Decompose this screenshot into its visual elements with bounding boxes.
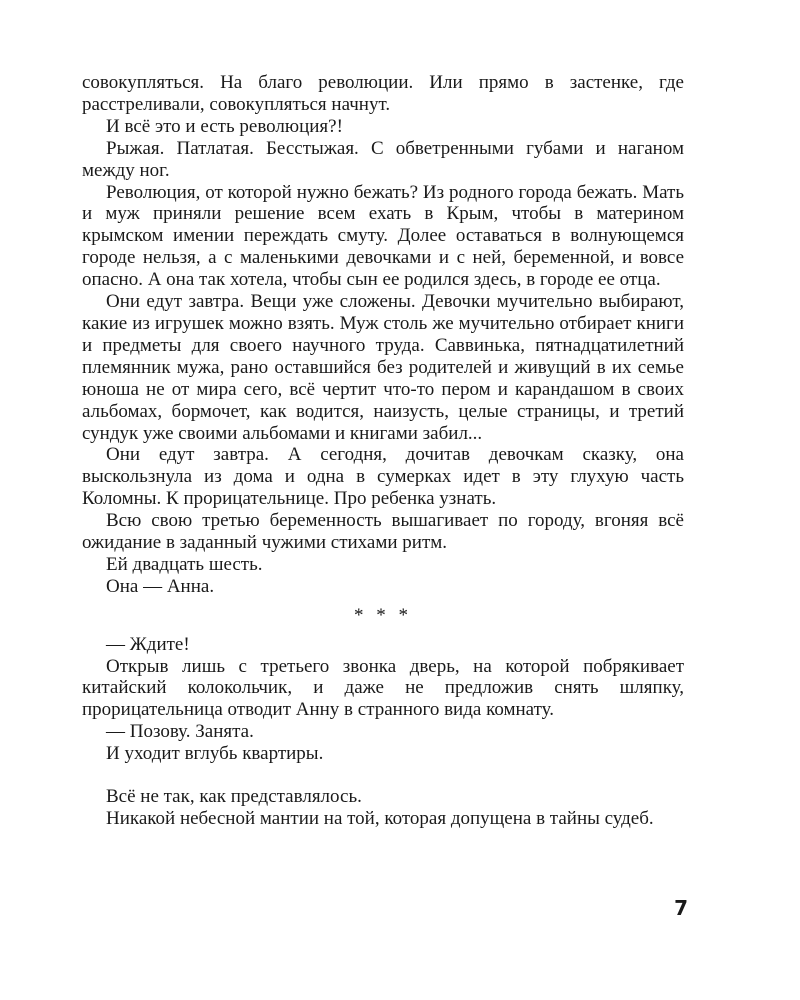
- section-separator: * * *: [354, 604, 412, 626]
- paragraph: Они едут завтра. Вещи уже сложены. Девочки мучительно выбирают, какие из игрушек можно взять. Муж столь же мучительно отбирает книги и предметы для своего научного труда. Саввинька, пятнадцатилетний племянник мужа, рано оставшийся без родителей и живущий в их семье юноша не от мира сего, всё чертит что-то пером и карандашом в своих альбомах, бормочет, как водится, наизусть, целые страницы, и третий сундук уже своими альбомами и книгами забил...: [82, 291, 684, 444]
- paragraph: Всё не так, как представлялось.: [106, 786, 362, 808]
- paragraph: Никакой небесной мантии на той, которая допущена в тайны судеб.: [106, 808, 654, 829]
- paragraph: Революция, от которой нужно бежать? Из родного города бежать. Мать и муж приняли решение всем ехать в Крым, чтобы в материном крымском имении переждать смуту. Долее оставаться в волнующемся городе нельзя, а с маленькими девочками и с ней, беременной, и вовсе опасно. А она так хотела, чтобы сын ее родился здесь, в городе ее отца.: [82, 181, 684, 291]
- paragraph: Открыв лишь с третьего звонка дверь, на которой побрякивает китайский колокольчик, и даже не предложив снять шляпку, прорицательница отводит Анну в странного вида комнату.: [82, 655, 684, 721]
- body-text: [82, 72, 684, 830]
- page-number: 7: [674, 896, 688, 920]
- paragraph: Рыжая. Патлатая. Бесстыжая. С обветренными губами и наганом между ног.: [82, 137, 684, 181]
- paragraph: Она — Анна.: [106, 575, 215, 597]
- paragraph: И уходит вглубь квартиры.: [106, 743, 324, 765]
- paragraph: — Ждите!: [106, 633, 190, 655]
- paragraph: Всю свою третью беременность вышагивает по городу, вгоняя всё ожидание в заданный чужими стихами ритм.: [82, 510, 684, 554]
- paragraph: И всё это и есть революция?!: [106, 115, 343, 137]
- paragraph: — Позову. Занята.: [106, 721, 254, 743]
- paragraph: Они едут завтра. А сегодня, дочитав девочкам сказку, она выскользнула из дома и одна в сумерках идет в эту глухую часть Коломны. К прорицательнице. Про ребенка узнать.: [82, 444, 684, 510]
- paragraph: совокупляться. На благо революции. Или прямо в застенке, где расстреливали, совокупляться начнут.: [82, 72, 684, 115]
- paragraph: Ей двадцать шесть.: [106, 553, 263, 575]
